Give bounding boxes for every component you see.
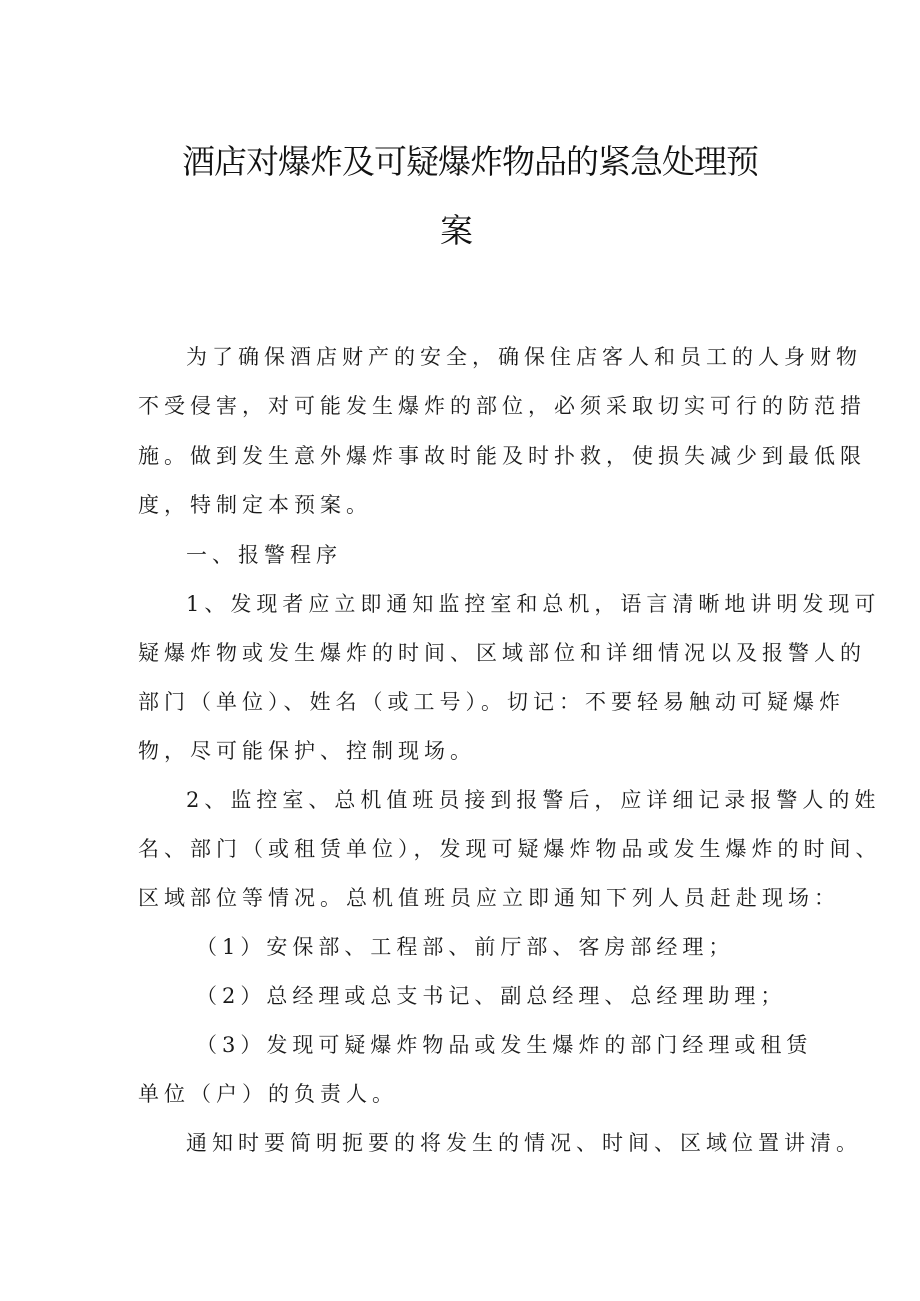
notify-item-3-line-1: （3）发现可疑爆炸物品或发生爆炸的部门经理或租赁: [196, 1033, 813, 1057]
item-1-line-4: 物，尽可能保护、控制现场。: [138, 739, 476, 763]
item-2-line-1: 2、监控室、总机值班员接到报警后，应详细记录报警人的姓: [186, 788, 881, 812]
notify-item-1: （1）安保部、工程部、前厅部、客房部经理；: [196, 935, 735, 959]
notify-item-2: （2）总经理或总支书记、副总经理、总经理助理；: [196, 984, 787, 1008]
item-1-line-3: 部门（单位）、姓名（或工号）。切记：不要轻易触动可疑爆炸: [138, 690, 845, 714]
item-2-line-2: 名、部门（或租赁单位），发现可疑爆炸物品或发生爆炸的时间、: [138, 837, 882, 861]
notify-item-3-line-2: 单位（户）的负责人。: [138, 1082, 398, 1106]
item-2-line-3: 区域部位等情况。总机值班员应立即通知下列人员赶赴现场：: [138, 886, 840, 910]
intro-paragraph-line-2: 不受侵害，对可能发生爆炸的部位，必须采取切实可行的防范措: [138, 394, 866, 418]
item-1-line-2: 疑爆炸物或发生爆炸的时间、区域部位和详细情况以及报警人的: [138, 641, 866, 665]
intro-paragraph-line-3: 施。做到发生意外爆炸事故时能及时扑救，使损失减少到最低限: [138, 444, 866, 468]
section-heading-alarm-procedure: 一、报警程序: [186, 543, 342, 567]
notification-note: 通知时要简明扼要的将发生的情况、时间、区域位置讲清。: [186, 1131, 862, 1155]
document-title-line-2: 案: [440, 211, 472, 250]
document-title-line-1: 酒店对爆炸及可疑爆炸物品的紧急处理预: [182, 142, 758, 181]
intro-paragraph-line-1: 为了确保酒店财产的安全，确保住店客人和员工的人身财物: [186, 345, 862, 369]
intro-paragraph-line-4: 度，特制定本预案。: [138, 493, 372, 517]
item-1-line-1: 1、发现者应立即通知监控室和总机，语言清晰地讲明发现可: [186, 592, 881, 616]
